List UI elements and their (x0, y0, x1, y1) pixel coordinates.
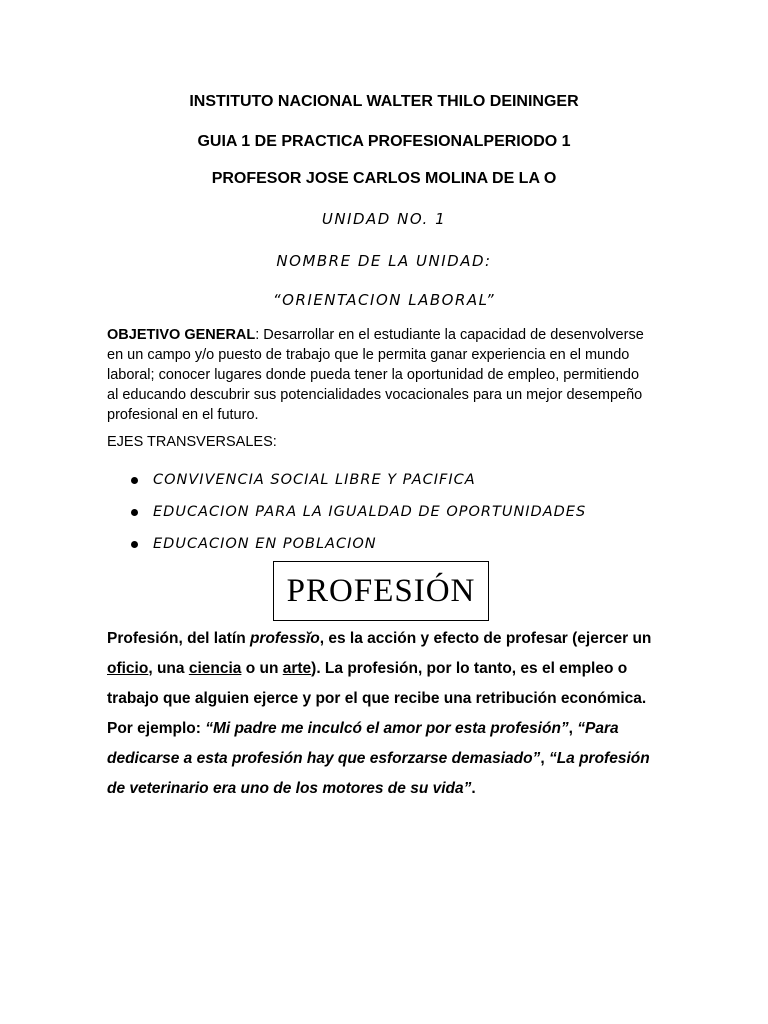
link-oficio[interactable]: oficio (107, 660, 149, 677)
unit-name-label: NOMBRE DE LA UNIDAD: (276, 252, 492, 270)
example-3: “La profesión de veterinario era uno de los motores de su vida” (107, 750, 650, 797)
objective-paragraph (107, 325, 652, 425)
example-1: “Mi padre me inculcó el amor por esta profesión” (205, 720, 569, 737)
professor-title: PROFESOR JOSE CARLOS MOLINA DE LA O (211, 170, 557, 187)
definition-paragraph: Profesión, del latín professĭo, es la acción y efecto de profesar (ejercer un oficio, una ciencia o un arte). La profesión, por lo tanto, es el empleo o trabajo que alguien ejerce y por el que recibe una retribución económica. Por ejemplo: “Mi padre me inculcó el amor por esta profesión”, “Para dedicarse a esta profesión hay que esforzarse demasiado”, “La profesión de veterinario era uno de los motores de su vida”. (107, 630, 652, 797)
profesion-boxed-title: PROFESIÓN (273, 561, 489, 621)
example-2: “Para dedicarse a esta profesión hay que esforzarse demasiado” (107, 720, 619, 767)
list-item: CONVIVENCIA SOCIAL LIBRE Y PACIFICA (107, 464, 586, 496)
list-item: EDUCACION PARA LA IGUALDAD DE OPORTUNIDADES (107, 496, 586, 528)
unit-number: UNIDAD NO. 1 (321, 210, 447, 228)
objective-label: OBJETIVO GENERAL (107, 327, 256, 343)
latin-term: professĭo (249, 630, 320, 647)
institute-title: INSTITUTO NACIONAL WALTER THILO DEININGER (189, 93, 579, 110)
unit-name: “ORIENTACION LABORAL” (272, 291, 496, 309)
bullet-icon (131, 541, 138, 548)
objective-text: : Desarrollar en el estudiante la capacidad de desenvolverse en un campo y/o puesto de trabajo que le permita ganar experiencia en el mundo laboral; conocer lugares donde pueda tener la oportunidad de empleo, permitiendo al educando descubrir sus potencialidades vocacionales para un mejor desempeño profesional en el futuro. (107, 327, 644, 423)
bullet-icon (131, 477, 138, 484)
list-item: EDUCACION EN POBLACION (107, 528, 586, 560)
guide-title: GUIA 1 DE PRACTICA PROFESIONALPERIODO 1 (197, 133, 571, 150)
ejes-label: EJES TRANSVERSALES: (107, 434, 277, 450)
link-ciencia[interactable]: ciencia (188, 660, 242, 677)
link-arte[interactable]: arte (282, 660, 312, 677)
bullet-icon (131, 509, 138, 516)
ejes-list (107, 464, 586, 560)
